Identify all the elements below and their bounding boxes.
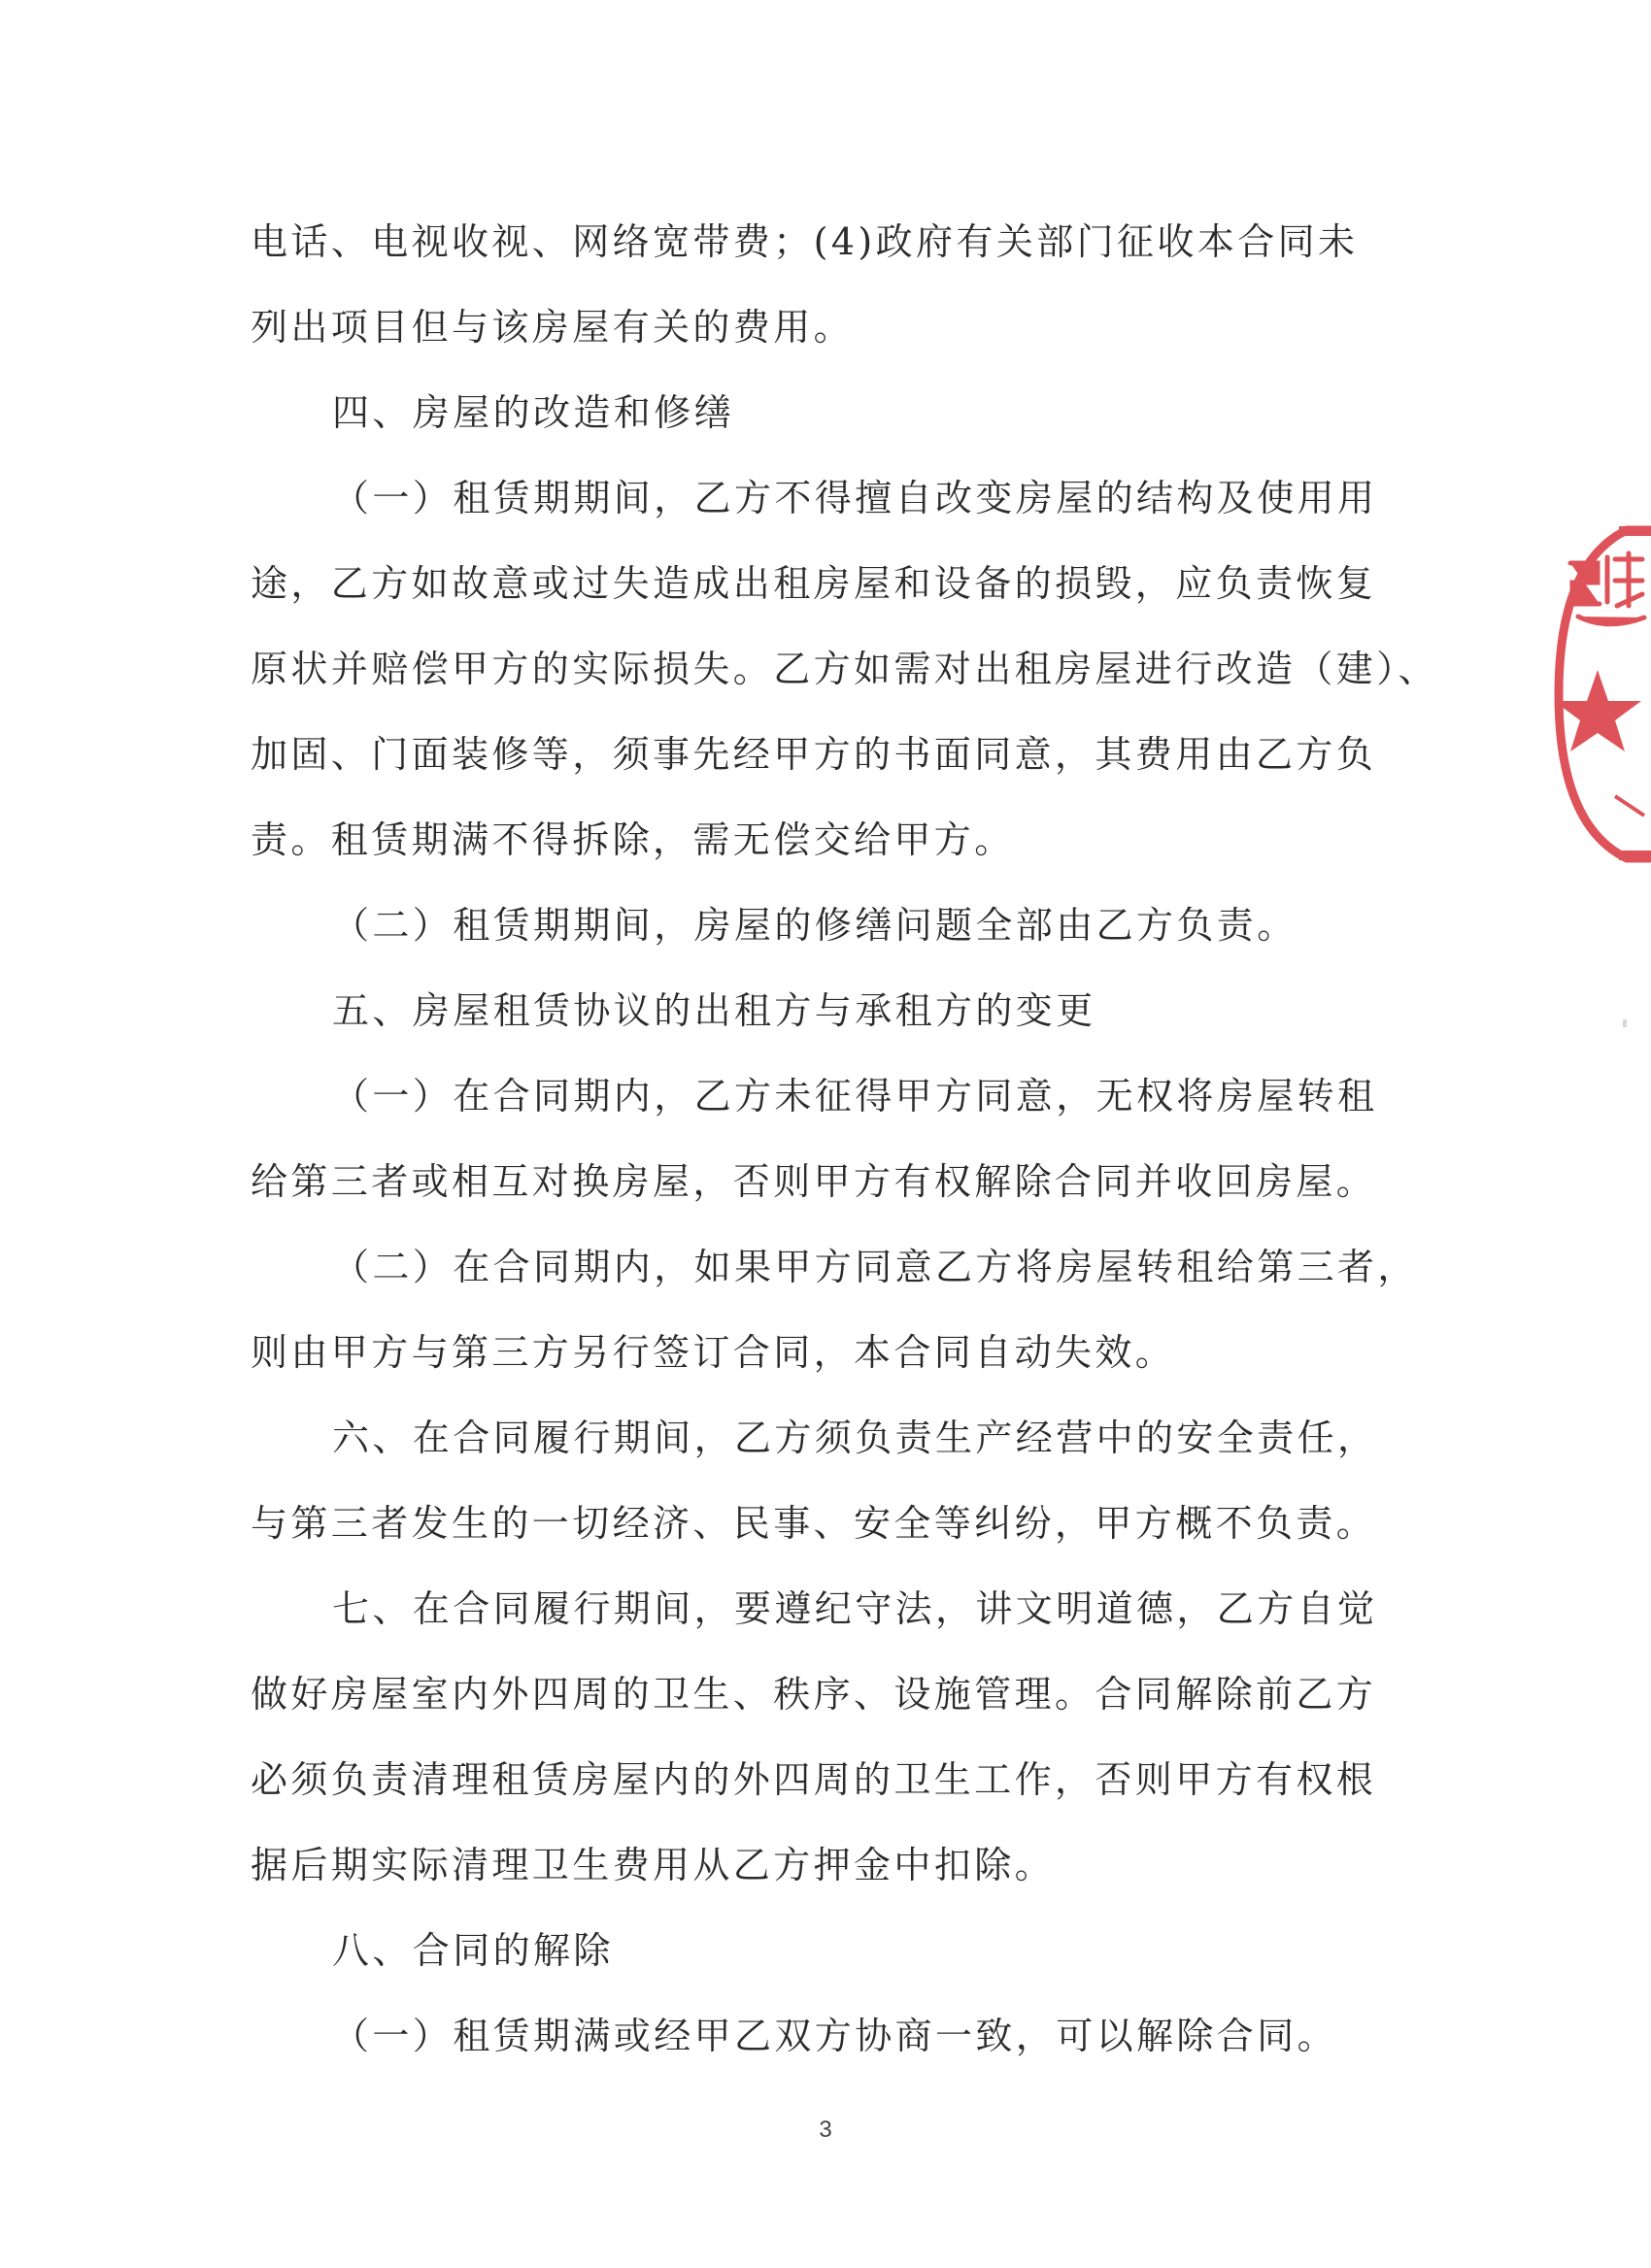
body-line: （一）租赁期期间，乙方不得擅自改变房屋的结构及使用用 xyxy=(332,477,1378,519)
body-line: 则由甲方与第三方另行签订合同，本合同自动失效。 xyxy=(251,1331,1176,1374)
seal-star xyxy=(1554,670,1641,751)
body-line: 原状并赔偿甲方的实际损失。乙方如需对出租房屋进行改造（建）、 xyxy=(251,648,1439,690)
body-line: 必须负责清理租赁房屋内的外四周的卫生工作，否则甲方有权根 xyxy=(251,1758,1377,1801)
body-line: 加固、门面装修等，须事先经甲方的书面同意，其费用由乙方负 xyxy=(251,733,1377,776)
body-line: （一）租赁期满或经甲乙双方协商一致，可以解除合同。 xyxy=(332,2015,1338,2057)
body-line: 列出项目但与该房屋有关的费用。 xyxy=(251,306,855,349)
page-number: 3 xyxy=(819,2117,832,2143)
section-heading-4: 四、房屋的改造和修缮 xyxy=(332,391,735,434)
body-line: （一）在合同期内，乙方未征得甲方同意，无权将房屋转租 xyxy=(332,1075,1378,1117)
contract-body xyxy=(251,199,1439,2079)
body-line: 责。租赁期满不得拆除，需无偿交给甲方。 xyxy=(251,818,1015,861)
body-line: 电话、电视收视、网络宽带费；(4)政府有关部门征收本合同未 xyxy=(251,220,1359,263)
body-line: 据后期实际清理卫生费用从乙方押金中扣除。 xyxy=(251,1844,1056,1886)
body-line: 做好房屋室内外四周的卫生、秩序、设施管理。合同解除前乙方 xyxy=(251,1673,1377,1716)
seal-stroke-lower xyxy=(1615,796,1644,816)
scan-mark xyxy=(1623,1019,1627,1027)
seal-glyph-fragment xyxy=(1570,553,1644,624)
seal-bar-top xyxy=(1619,526,1651,536)
body-line: 途，乙方如故意或过失造成出租房屋和设备的损毁，应负责恢复 xyxy=(251,562,1377,605)
body-line: （二）在合同期内，如果甲方同意乙方将房屋转租给第三者， xyxy=(332,1246,1418,1288)
body-line: 与第三者发生的一切经济、民事、安全等纠纷，甲方概不负责。 xyxy=(251,1502,1377,1545)
body-line: 给第三者或相互对换房屋，否则甲方有权解除合同并收回房屋。 xyxy=(251,1160,1377,1203)
section-heading-7: 七、在合同履行期间，要遵纪守法，讲文明道德，乙方自觉 xyxy=(332,1587,1378,1630)
section-heading-6: 六、在合同履行期间，乙方须负责生产经营中的安全责任， xyxy=(332,1417,1378,1459)
section-heading-8: 八、合同的解除 xyxy=(332,1929,614,1972)
red-seal-stamp-icon xyxy=(1549,524,1651,864)
body-line: （二）租赁期期间，房屋的修缮问题全部由乙方负责。 xyxy=(332,904,1297,947)
seal-bar-bottom xyxy=(1619,850,1651,860)
section-heading-5: 五、房屋租赁协议的出租方与承租方的变更 xyxy=(332,989,1096,1032)
